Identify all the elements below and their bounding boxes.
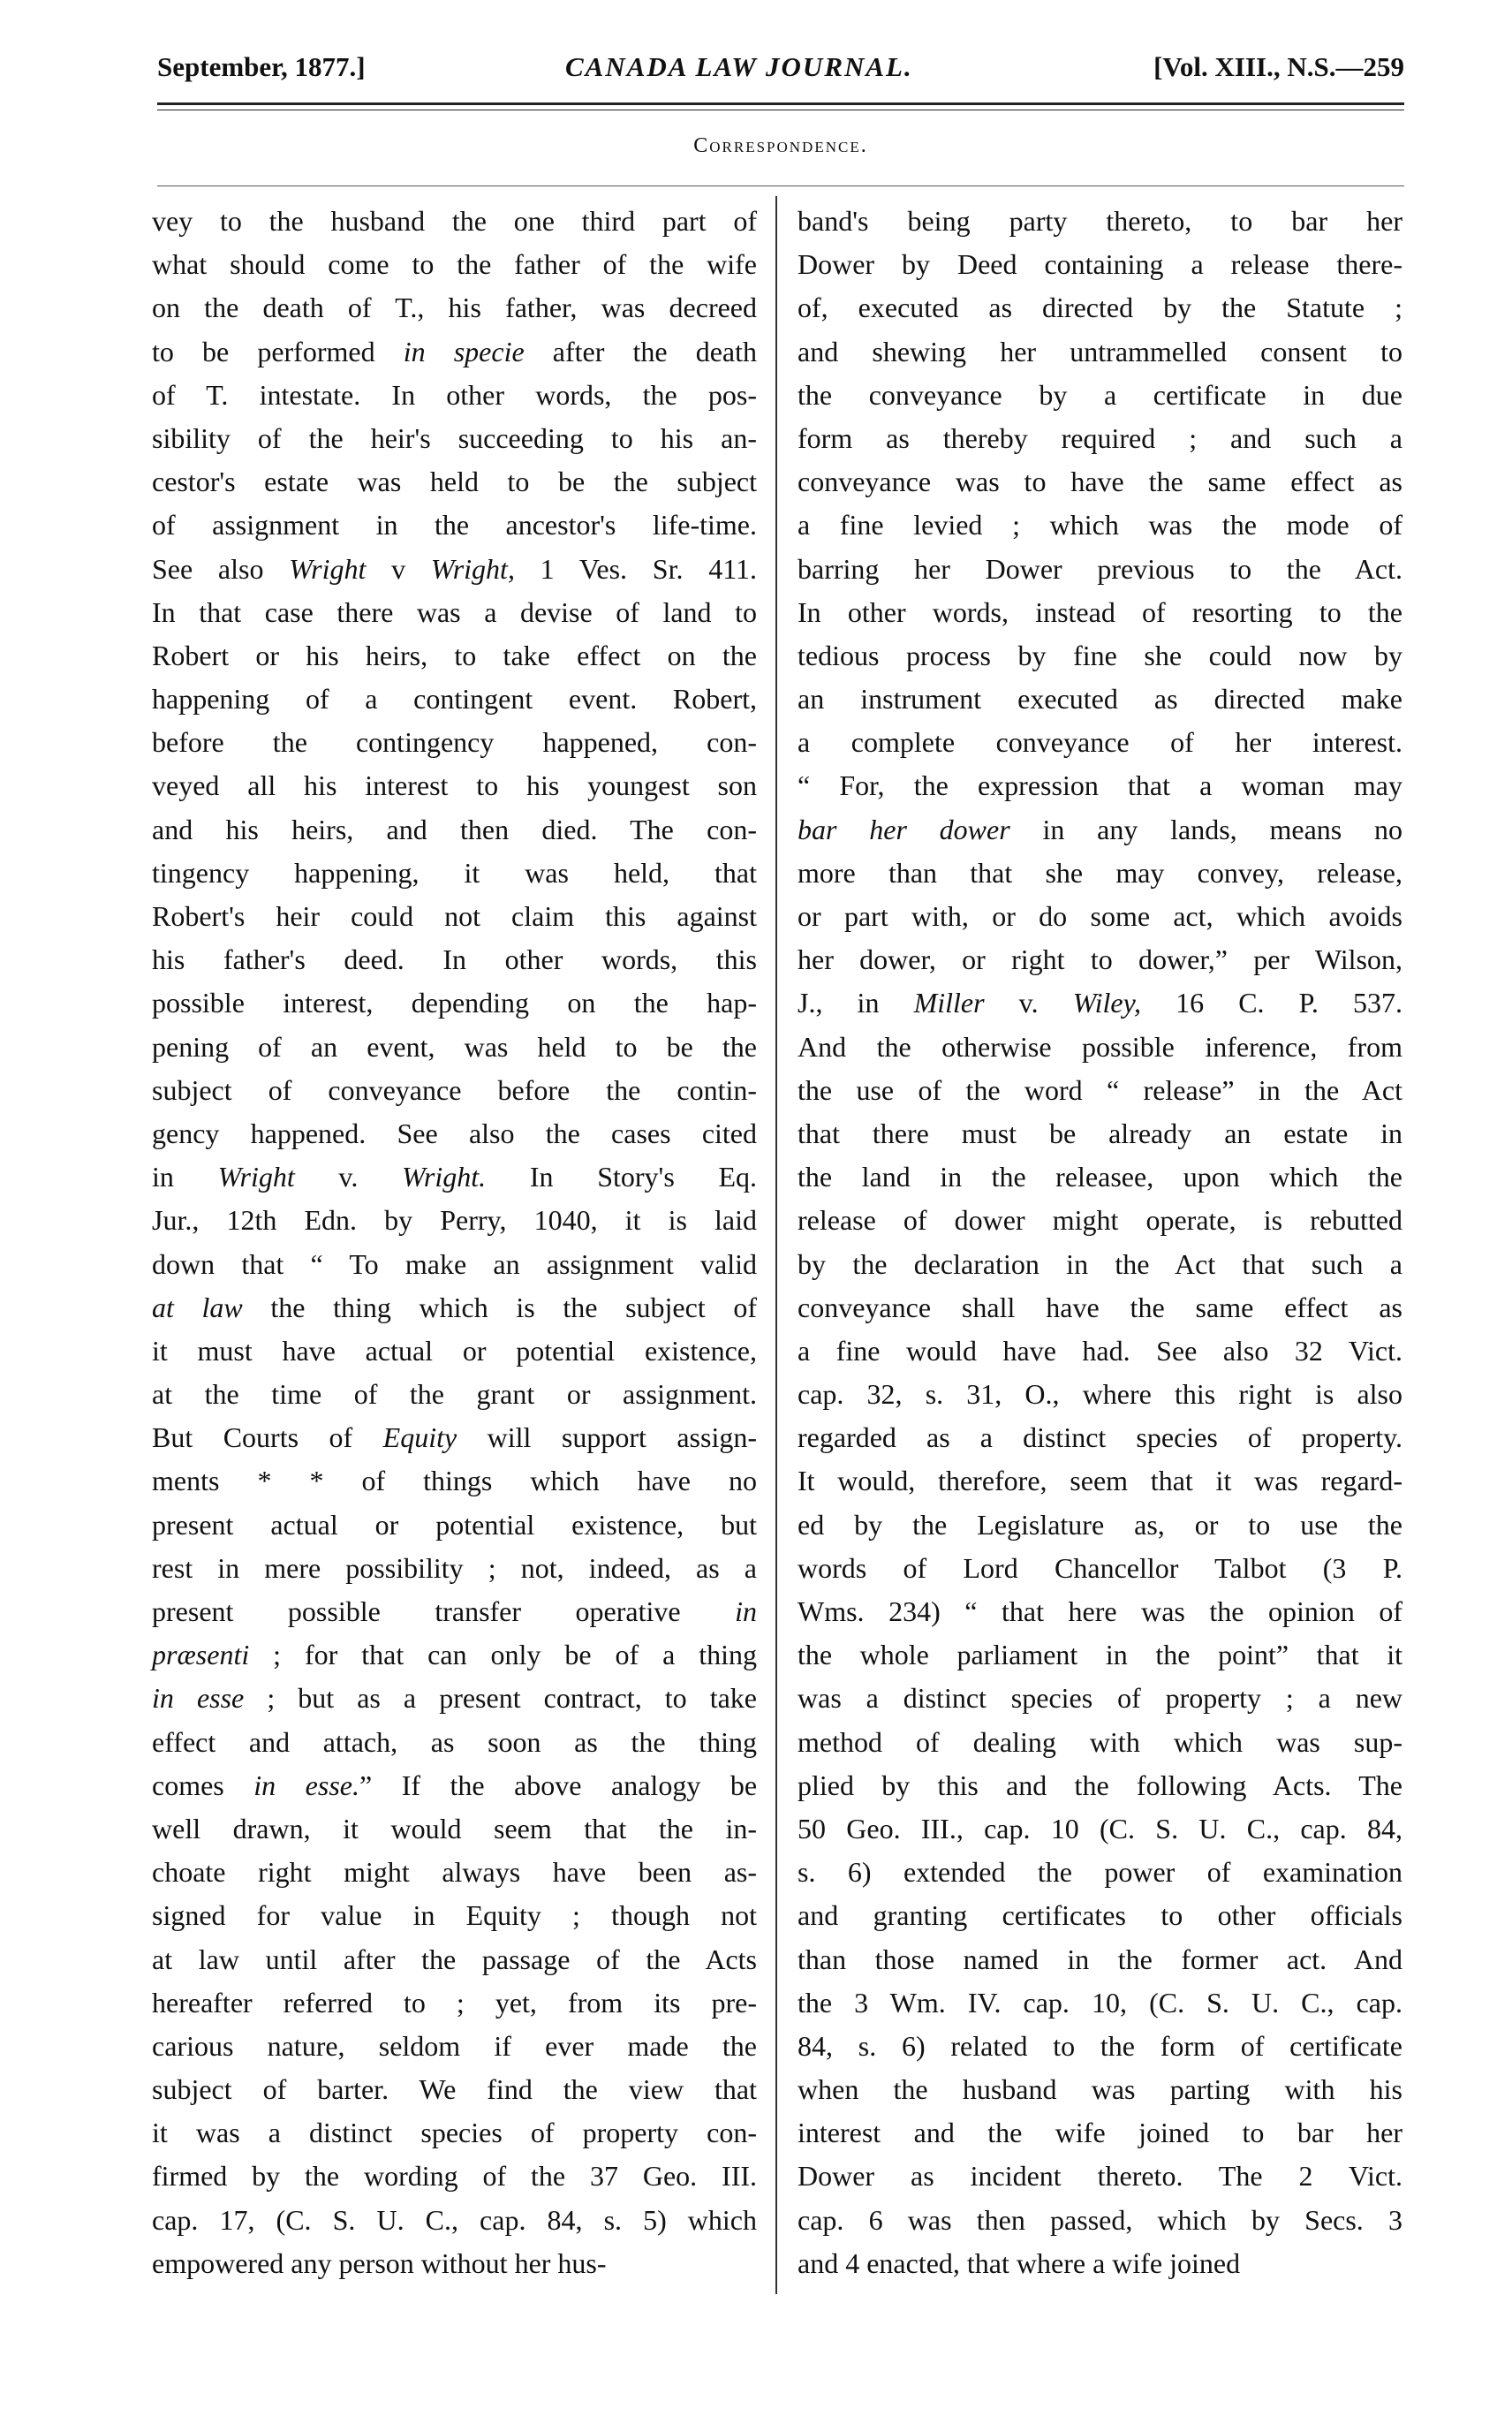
italic-text: in	[735, 1595, 757, 1627]
text-line: an instrument executed as directed make	[798, 683, 1402, 716]
text-line: present actual or potential existence, but	[152, 1508, 757, 1541]
text-line: empowered any person without her hus-	[152, 2246, 607, 2279]
text-line: at law until after the passage of the Acts	[152, 1943, 757, 1975]
text-line: conveyance shall have the same effect as	[798, 1291, 1402, 1323]
text-line: at the time of the grant or assignment.	[152, 1378, 757, 1411]
text-line: present possible transfer operative in	[152, 1595, 757, 1627]
text-line: hereafter referred to ; yet, from its pre-	[152, 1986, 757, 2019]
text-line: was a distinct species of property ; a new	[798, 1682, 1402, 1715]
header-volume-page: [Vol. XIII., N.S.—259	[1153, 51, 1404, 82]
text-line: and 4 enacted, that where a wife joined	[798, 2246, 1241, 2279]
text-line: cap. 32, s. 31, O., where this right is also	[798, 1378, 1402, 1411]
italic-text: bar her dower	[798, 813, 1010, 845]
text-line: of, executed as directed by the Statute ;	[798, 292, 1402, 324]
text-line: it was a distinct species of property con-	[152, 2117, 757, 2149]
text-line: cestor's estate was held to be the subject	[152, 466, 757, 498]
text-line: bar her dower in any lands, means no	[798, 813, 1403, 845]
italic-text: in esse	[152, 1682, 245, 1715]
text-line: a fine would have had. See also 32 Vict.	[798, 1334, 1402, 1367]
text-line: subject of conveyance before the contin-	[152, 1073, 757, 1106]
text-line: In that case there was a devise of land to	[152, 595, 757, 628]
section-heading: Correspondence.	[693, 134, 868, 157]
text-line: possible interest, depending on the hap-	[152, 987, 757, 1019]
text-line: Jur., 12th Edn. by Perry, 1040, it is laid	[152, 1204, 757, 1237]
italic-text: præsenti	[152, 1639, 250, 1671]
right-column	[798, 200, 1402, 2285]
text-line: her dower, or right to dower,” per Wilson,	[798, 943, 1402, 976]
text-line: a fine levied ; which was the mode of	[798, 509, 1402, 542]
text-line: comes in esse.” If the above analogy be	[152, 1769, 758, 1801]
text-line: tingency happening, it was held, that	[152, 856, 757, 889]
italic-text: Wiley,	[1072, 987, 1141, 1019]
italic-text: at law	[152, 1291, 243, 1323]
text-line: subject of barter. We find the view that	[152, 2073, 757, 2106]
text-line: regarded as a distinct species of property.	[798, 1421, 1402, 1454]
text-line: 50 Geo. III., cap. 10 (C. S. U. C., cap. 84,	[798, 1812, 1402, 1845]
italic-text: Wright,	[430, 552, 515, 585]
text-line: the use of the word “ release” in the Act	[798, 1073, 1402, 1106]
text-line: But Courts of Equity will support assign-	[152, 1421, 758, 1454]
text-line: pening of an event, was held to be the	[152, 1030, 757, 1063]
text-line: before the contingency happened, con-	[152, 726, 757, 759]
text-line: gency happened. See also the cases cited	[152, 1117, 757, 1149]
text-line: than those named in the former act. And	[798, 1943, 1402, 1975]
text-line: more than that she may convey, release,	[798, 856, 1402, 889]
text-line: 84, s. 6) related to the form of certificate	[798, 2029, 1402, 2062]
text-line: cap. 17, (C. S. U. C., cap. 84, s. 5) which	[152, 2203, 757, 2236]
text-line: Robert's heir could not claim this against	[152, 900, 757, 932]
text-line: the whole parliament in the point” that it	[798, 1639, 1402, 1671]
italic-text: Equity	[382, 1421, 457, 1454]
text-line: it must have actual or potential existence,	[152, 1334, 757, 1367]
text-line: and shewing her untrammelled consent to	[798, 335, 1402, 367]
italic-text: Wright	[289, 552, 367, 585]
text-line: J., in Miller v. Wiley, 16 C. P. 537.	[798, 987, 1403, 1019]
text-line: release of dower might operate, is rebutted	[798, 1204, 1402, 1237]
running-head	[157, 51, 1404, 95]
text-line: ed by the Legislature as, or to use the	[798, 1508, 1402, 1541]
text-line: and his heirs, and then died. The con-	[152, 813, 757, 845]
text-line: Robert or his heirs, to take effect on the	[152, 639, 757, 671]
text-line: at law the thing which is the subject of	[152, 1291, 758, 1323]
left-column	[152, 200, 757, 2285]
text-line: or part with, or do some act, which avoids	[798, 900, 1402, 932]
text-line: the conveyance by a certificate in due	[798, 378, 1402, 411]
italic-text: Miller	[913, 987, 985, 1019]
text-line: See also Wright v Wright, 1 Ves. Sr. 411.	[152, 552, 758, 585]
text-line: veyed all his interest to his youngest son	[152, 769, 757, 802]
text-line: form as thereby required ; and such a	[798, 421, 1402, 454]
text-line: the land in the releasee, upon which the	[798, 1161, 1402, 1193]
text-line: in Wright v. Wright. In Story's Eq.	[152, 1161, 758, 1193]
text-line: signed for value in Equity ; though not	[152, 1899, 757, 1932]
italic-text: in esse.	[253, 1769, 359, 1801]
text-line: vey to the husband the one third part of	[152, 205, 757, 237]
text-line: a complete conveyance of her interest.	[798, 726, 1402, 759]
text-line: tedious process by fine she could now by	[798, 639, 1402, 671]
header-rule-thick	[157, 102, 1404, 105]
text-line: that there must be already an estate in	[798, 1117, 1402, 1149]
text-line: It would, therefore, seem that it was regard-	[798, 1465, 1402, 1497]
italic-text: in specie	[403, 335, 525, 367]
text-line: Dower as incident thereto. The 2 Vict.	[798, 2160, 1402, 2193]
text-line: when the husband was parting with his	[798, 2073, 1402, 2106]
text-line: In other words, instead of resorting to the	[798, 595, 1402, 628]
text-line: Wms. 234) “ that here was the opinion of	[798, 1595, 1402, 1627]
text-line: barring her Dower previous to the Act.	[798, 552, 1402, 585]
italic-text: Wright.	[402, 1161, 487, 1193]
header-date: September, 1877.]	[157, 51, 366, 82]
italic-text: Wright	[217, 1161, 295, 1193]
text-line: sibility of the heir's succeeding to his an-	[152, 421, 757, 454]
text-line: Dower by Deed containing a release there-	[798, 248, 1402, 281]
text-line: firmed by the wording of the 37 Geo. III.	[152, 2160, 757, 2193]
text-line: rest in mere possibility ; not, indeed, as a	[152, 1551, 757, 1584]
text-line: well drawn, it would seem that the in-	[152, 1812, 757, 1845]
text-line: the 3 Wm. IV. cap. 10, (C. S. U. C., cap.	[798, 1986, 1402, 2019]
text-line: cap. 6 was then passed, which by Secs. 3	[798, 2203, 1402, 2236]
text-line: And the otherwise possible inference, from	[798, 1030, 1402, 1063]
text-line: by the declaration in the Act that such a	[798, 1247, 1402, 1280]
text-line: choate right might always have been as-	[152, 1856, 757, 1889]
text-line: interest and the wife joined to bar her	[798, 2117, 1402, 2149]
text-line: method of dealing with which was sup-	[798, 1725, 1402, 1758]
text-line: what should come to the father of the wife	[152, 248, 757, 281]
text-line: præsenti ; for that can only be of a thing	[152, 1639, 757, 1671]
text-line: on the death of T., his father, was decreed	[152, 292, 757, 324]
column-divider	[775, 196, 777, 2294]
text-line: in esse ; but as a present contract, to take	[152, 1682, 758, 1715]
text-line: and granting certificates to other officials	[798, 1899, 1402, 1932]
text-line: to be performed in specie after the death	[152, 335, 758, 367]
text-line: of assignment in the ancestor's life-time.	[152, 509, 757, 542]
text-line: words of Lord Chancellor Talbot (3 P.	[798, 1551, 1402, 1584]
text-line: plied by this and the following Acts. The	[798, 1769, 1402, 1801]
text-line: s. 6) extended the power of examination	[798, 1856, 1402, 1889]
text-line: conveyance was to have the same effect as	[798, 466, 1402, 498]
text-line: effect and attach, as soon as the thing	[152, 1725, 757, 1758]
text-line: band's being party thereto, to bar her	[798, 205, 1402, 237]
text-line: carious nature, seldom if ever made the	[152, 2029, 757, 2062]
text-line: happening of a contingent event. Robert,	[152, 683, 757, 716]
header-journal-title: CANADA LAW JOURNAL.	[565, 51, 913, 82]
text-line: down that “ To make an assignment valid	[152, 1247, 757, 1280]
text-line: his father's deed. In other words, this	[152, 943, 757, 976]
text-line: “ For, the expression that a woman may	[798, 769, 1402, 802]
text-line: ments * * of things which have no	[152, 1465, 757, 1497]
text-line: of T. intestate. In other words, the pos-	[152, 378, 757, 411]
